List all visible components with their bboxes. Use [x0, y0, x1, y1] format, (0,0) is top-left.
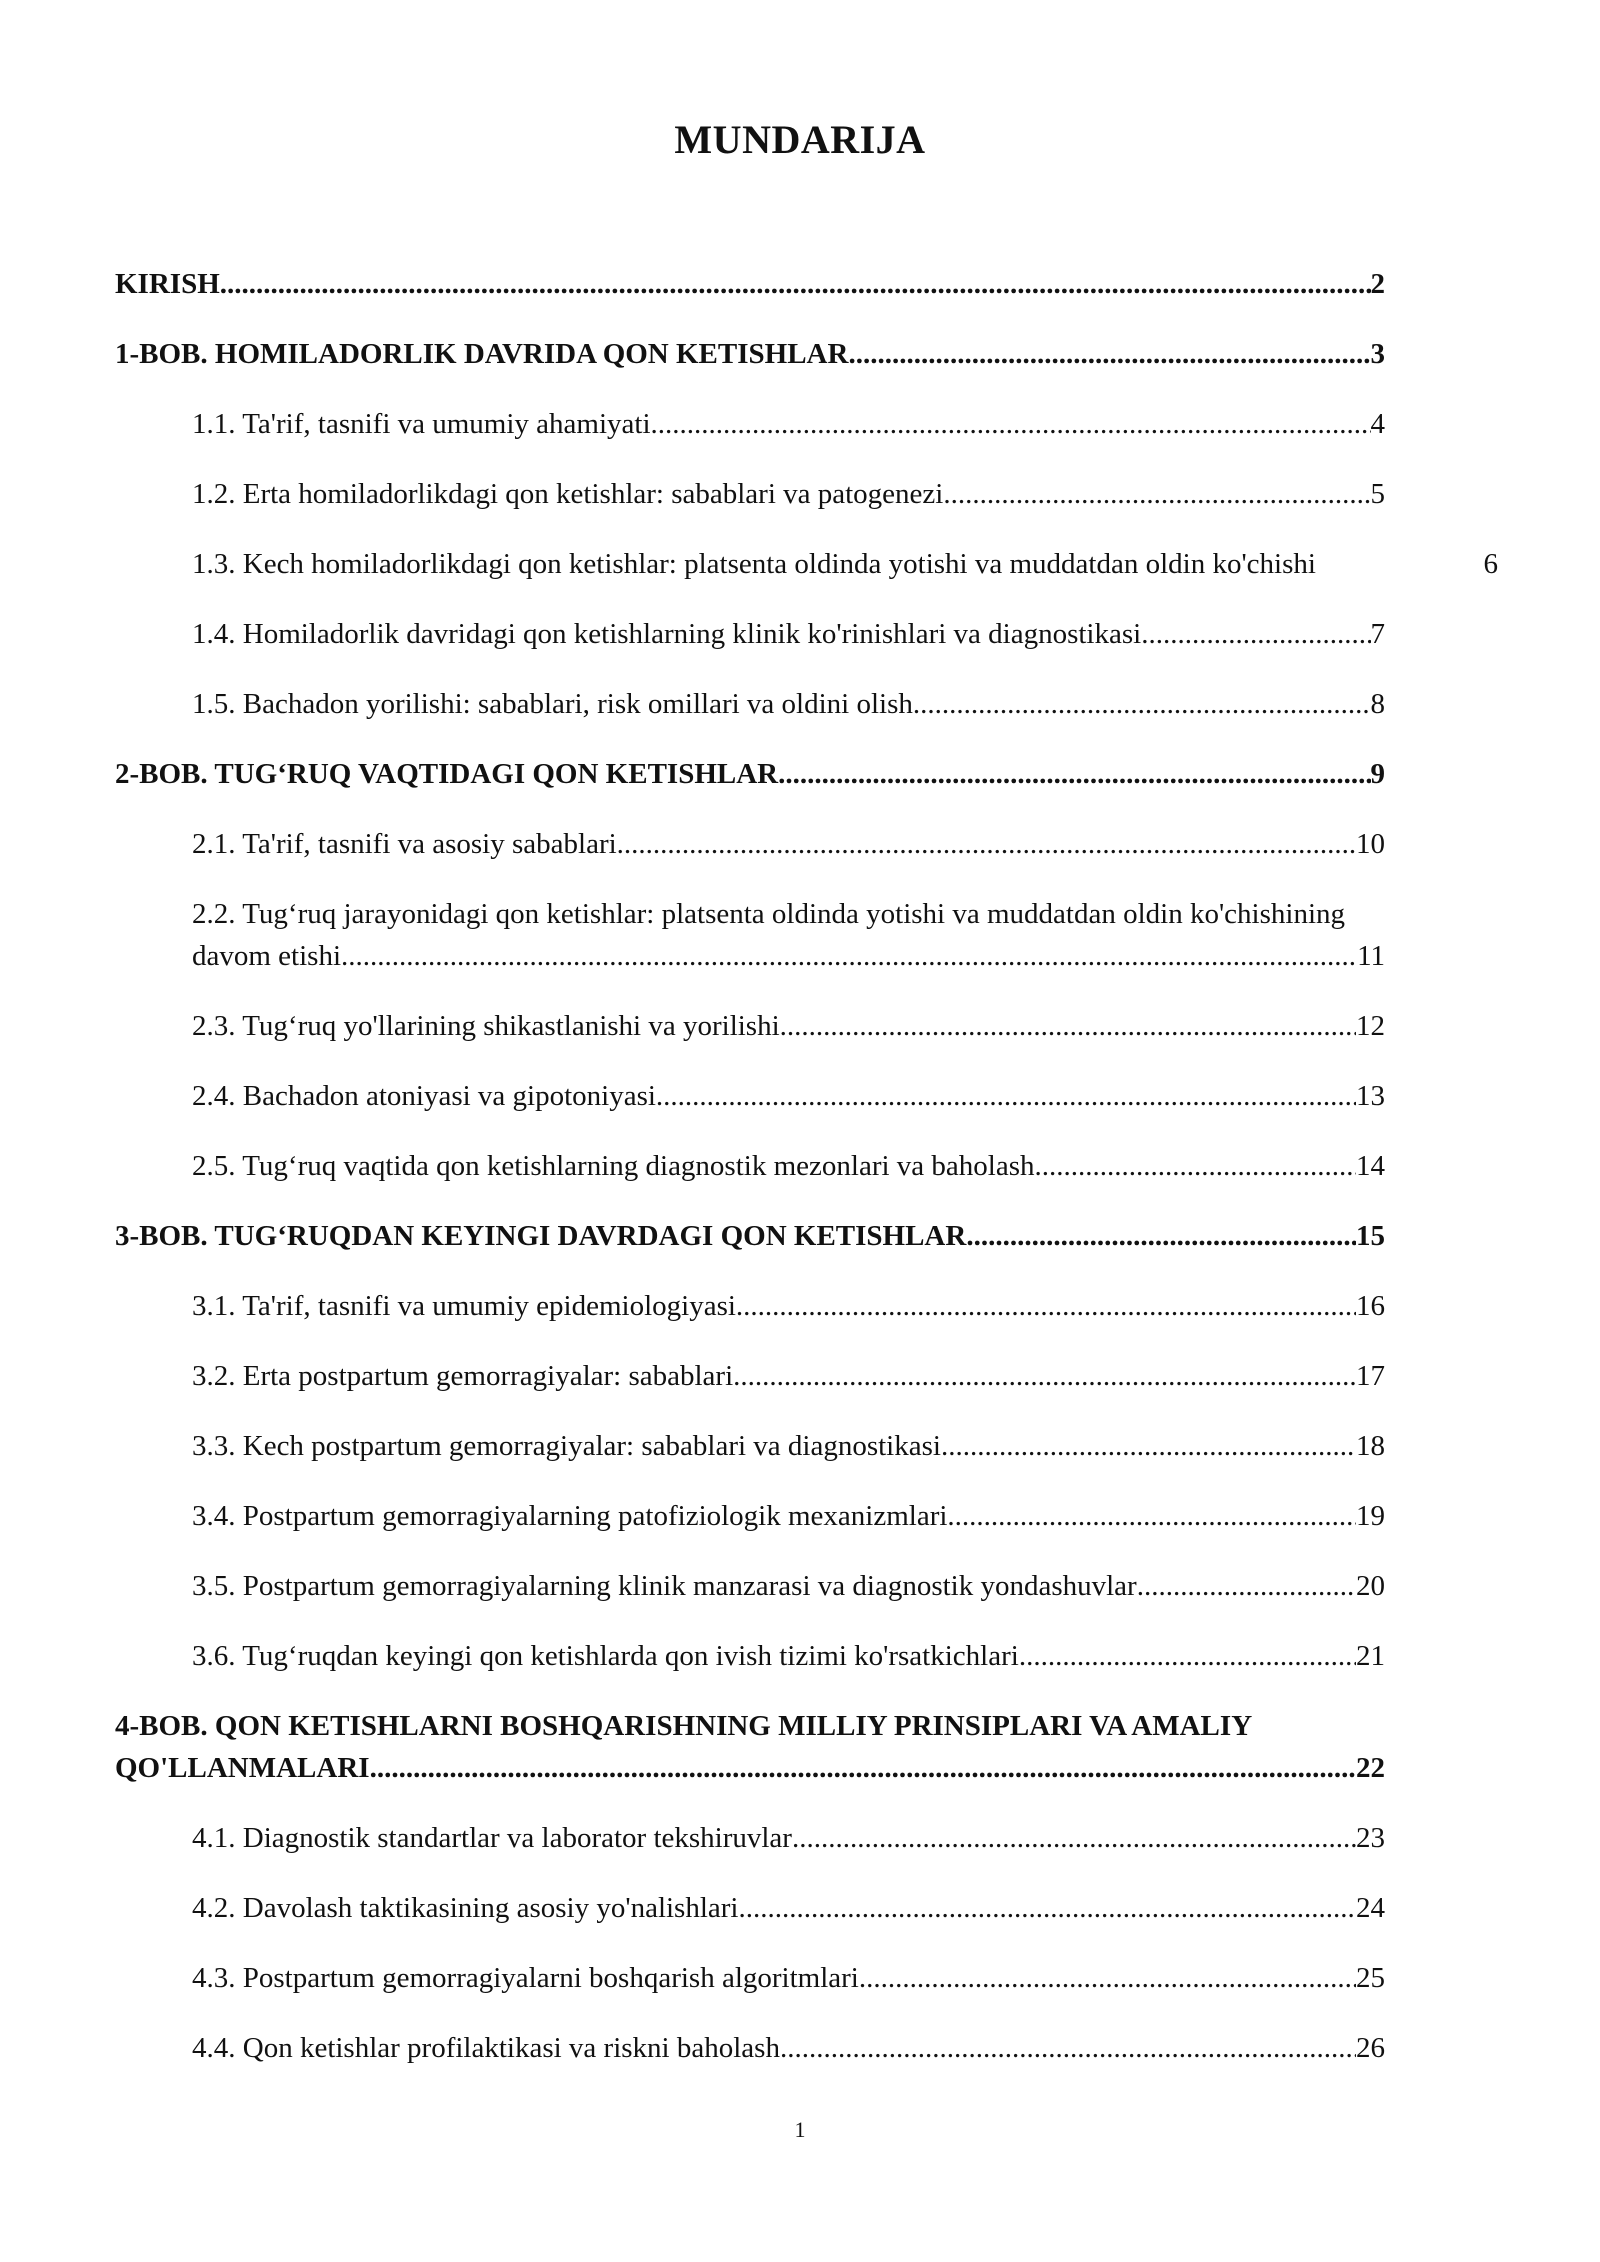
toc-entry-title: 3.1. Ta'rif, tasnifi va umumiy epidemiologiyasi	[192, 1290, 736, 1322]
toc-entry-page: 19	[1356, 1500, 1385, 1532]
dot-leader	[778, 753, 1370, 795]
toc-entry-page: 16	[1356, 1290, 1385, 1322]
toc-entry-1-4[interactable]	[192, 613, 1385, 655]
toc-entry-title: 3.6. Tug‘ruqdan keyingi qon ketishlarda qon ivish tizimi ko'rsatkichlari	[192, 1640, 1019, 1672]
toc-entry-title: 1-BOB. HOMILADORLIK DAVRIDA QON KETISHLAR	[115, 338, 849, 370]
toc-entry-page: 2	[1370, 268, 1385, 300]
toc-entry-title: 2.3. Tug‘ruq yo'llarining shikastlanishi va yorilishi	[192, 1010, 780, 1042]
toc-entry-title: 1.2. Erta homiladorlikdagi qon ketishlar: sabablari va patogenezi	[192, 478, 944, 510]
toc-entry-page: 23	[1356, 1822, 1385, 1854]
toc-entry-page: 21	[1356, 1640, 1385, 1672]
toc-entry-chapter-1[interactable]	[115, 333, 1385, 375]
toc-entry-title: 1.4. Homiladorlik davridagi qon ketishlarning klinik ko'rinishlari va diagnostikasi	[192, 618, 1142, 650]
toc-entry-title: 1.5. Bachadon yorilishi: sabablari, risk omillari va oldini olish	[192, 688, 913, 720]
toc-entry-chapter-3[interactable]	[115, 1215, 1385, 1257]
toc-entry-page: 20	[1356, 1570, 1385, 1602]
dot-leader	[736, 1285, 1356, 1327]
toc-entry-title-line-2: QO'LLANMALARI	[115, 1752, 370, 1784]
toc-entry-page: 24	[1356, 1892, 1385, 1924]
toc-entry-title: 2.4. Bachadon atoniyasi va gipotoniyasi	[192, 1080, 656, 1112]
toc-entry-page: 8	[1370, 688, 1385, 720]
dot-leader	[1019, 1635, 1356, 1677]
toc-entry-page: 26	[1356, 2032, 1385, 2064]
dot-leader	[1137, 1565, 1356, 1607]
dot-leader	[656, 1075, 1356, 1117]
toc-entry-page: 10	[1356, 828, 1385, 860]
dot-leader	[780, 2027, 1356, 2069]
dot-leader	[738, 1887, 1356, 1929]
dot-leader	[943, 473, 1370, 515]
toc-entry-page: 13	[1356, 1080, 1385, 1112]
toc-entry-4-1[interactable]	[192, 1817, 1385, 1859]
page-title: MUNDARIJA	[674, 117, 926, 162]
dot-leader	[780, 1005, 1356, 1047]
dot-leader	[617, 823, 1356, 865]
toc-entry-2-5[interactable]	[192, 1145, 1385, 1187]
toc-entry-title: 2.5. Tug‘ruq vaqtida qon ketishlarning diagnostik mezonlari va baholash	[192, 1150, 1035, 1182]
toc-entry-title-line-1: 4-BOB. QON KETISHLARNI BOSHQARISHNING MILLIY PRINSIPLARI VA AMALIY	[115, 1710, 1253, 1742]
toc-entry-4-2[interactable]	[192, 1887, 1385, 1929]
toc-entry-kirish[interactable]	[115, 263, 1385, 305]
toc-entry-title-line-2: davom etishi	[192, 940, 342, 972]
toc-entry-title: 3.5. Postpartum gemorragiyalarning klinik manzarasi va diagnostik yondashuvlar	[192, 1570, 1137, 1602]
toc-entry-page: 9	[1370, 758, 1385, 790]
dot-leader	[848, 333, 1370, 375]
dot-leader	[792, 1817, 1356, 1859]
toc-entry-page: 14	[1356, 1150, 1385, 1182]
toc-entry-page: 5	[1370, 478, 1385, 510]
dot-leader	[966, 1215, 1356, 1257]
toc-entry-title: 3.3. Kech postpartum gemorragiyalar: sabablari va diagnostikasi	[192, 1430, 941, 1462]
toc-entry-title: 4.3. Postpartum gemorragiyalarni boshqarish algoritmlari	[192, 1962, 859, 1994]
dot-leader	[1035, 1145, 1357, 1187]
toc-entry-title: 3-BOB. TUG‘RUQDAN KEYINGI DAVRDAGI QON KETISHLAR	[115, 1220, 967, 1252]
dot-leader	[859, 1957, 1356, 1999]
toc-entry-2-3[interactable]	[192, 1005, 1385, 1047]
toc-entry-page: 3	[1370, 338, 1385, 370]
toc-entry-title: KIRISH	[115, 268, 220, 300]
toc-entry-page: 6	[1483, 548, 1498, 580]
footer-page-number: 1	[794, 2117, 806, 2142]
toc-entry-page: 11	[1357, 940, 1385, 972]
toc-entry-title: 2-BOB. TUG‘RUQ VAQTIDAGI QON KETISHLAR	[115, 758, 779, 790]
toc-entry-page: 7	[1370, 618, 1385, 650]
toc-entry-3-5[interactable]	[192, 1565, 1385, 1607]
dot-leader	[947, 1495, 1356, 1537]
toc-entry-title-line-1: 2.2. Tug‘ruq jarayonidagi qon ketishlar: platsenta oldinda yotishi va muddatdan oldin ko'chishining	[192, 898, 1346, 930]
toc-entry-title: 1.1. Ta'rif, tasnifi va umumiy ahamiyati	[192, 408, 651, 440]
dot-leader	[941, 1425, 1356, 1467]
dot-leader	[1141, 613, 1370, 655]
dot-leader	[733, 1355, 1356, 1397]
toc-entry-3-3[interactable]	[192, 1425, 1385, 1467]
dot-leader	[370, 1747, 1356, 1789]
toc-entry-title: 4.1. Diagnostik standartlar va laborator tekshiruvlar	[192, 1822, 792, 1854]
toc-entry-2-1[interactable]	[192, 823, 1385, 865]
dot-leader	[651, 403, 1371, 445]
toc-entry-chapter-2[interactable]	[115, 753, 1385, 795]
toc-entry-2-2[interactable]	[192, 893, 1385, 977]
toc-entry-3-4[interactable]	[192, 1495, 1385, 1537]
toc-entry-title: 2.1. Ta'rif, tasnifi va asosiy sabablari	[192, 828, 617, 860]
toc-entry-title: 3.4. Postpartum gemorragiyalarning patofiziologik mexanizmlari	[192, 1500, 948, 1532]
dot-leader	[220, 263, 1371, 305]
toc-entry-chapter-4[interactable]	[115, 1705, 1385, 1789]
toc-entry-page: 25	[1356, 1962, 1385, 1994]
toc-entry-2-4[interactable]	[192, 1075, 1385, 1117]
toc-entry-title: 1.3. Kech homiladorlikdagi qon ketishlar: platsenta oldinda yotishi va muddatdan oldin ko'chishi	[192, 548, 1316, 580]
toc-entry-1-2[interactable]	[192, 473, 1385, 515]
toc-entry-page: 17	[1356, 1360, 1385, 1392]
dot-leader	[913, 683, 1371, 725]
toc-entry-3-2[interactable]	[192, 1355, 1385, 1397]
toc-entry-title: 4.2. Davolash taktikasining asosiy yo'nalishlari	[192, 1892, 739, 1924]
toc-entry-3-6[interactable]	[192, 1635, 1385, 1677]
toc-entry-4-4[interactable]	[192, 2027, 1385, 2069]
dot-leader	[341, 935, 1357, 977]
toc-entry-page: 18	[1356, 1430, 1385, 1462]
toc-entry-4-3[interactable]	[192, 1957, 1385, 1999]
toc-entry-page: 15	[1356, 1220, 1385, 1252]
toc-entry-title: 4.4. Qon ketishlar profilaktikasi va riskni baholash	[192, 2032, 780, 2064]
toc-entry-page: 4	[1370, 408, 1385, 440]
toc-entry-page: 12	[1356, 1010, 1385, 1042]
toc-entry-1-1[interactable]	[192, 403, 1385, 445]
toc-entry-page: 22	[1356, 1752, 1385, 1784]
toc-entry-1-3[interactable]	[192, 543, 1498, 585]
toc-entry-1-5[interactable]	[192, 683, 1385, 725]
toc-entry-title: 3.2. Erta postpartum gemorragiyalar: sabablari	[192, 1360, 734, 1392]
toc-entry-3-1[interactable]	[192, 1285, 1385, 1327]
